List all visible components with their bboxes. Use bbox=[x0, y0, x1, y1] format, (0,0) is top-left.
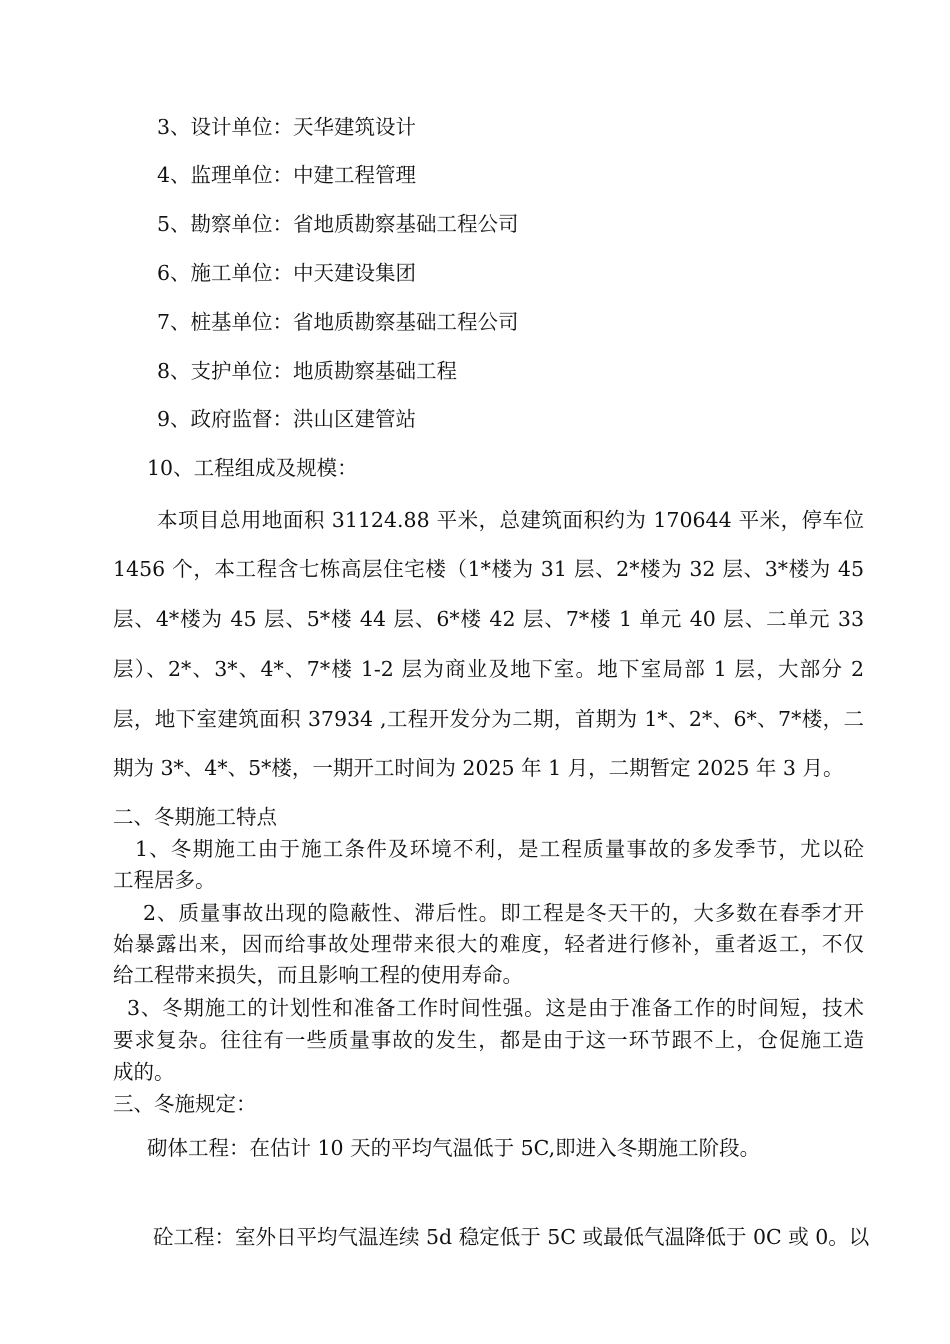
unit-government: 9、政府监督：洪山区建管站 bbox=[157, 407, 417, 431]
overview-line: 1456 个，本工程含七栋高层住宅楼（1*楼为 31 层、2*楼为 32 层、3*楼为 45 bbox=[113, 557, 864, 581]
section2-line: 要求复杂。往往有一些质量事故的发生，都是由于这一环节跟不上，仓促施工造 bbox=[113, 1028, 864, 1052]
section3-heading: 三、冬施规定： bbox=[113, 1092, 257, 1116]
concrete-rule: 砼工程：室外日平均气温连续 5d 稳定低于 5C 或最低气温降低于 0C 或 0。以 bbox=[153, 1225, 870, 1249]
unit-pile: 7、桩基单位：省地质勘察基础工程公司 bbox=[157, 310, 519, 334]
overview-line: 层）、2*、3*、4*、7*楼 1-2 层为商业及地下室。地下室局部 1 层，大部分 2 bbox=[113, 657, 864, 681]
overview-line: 层、4*楼为 45 层、5*楼 44 层、6*楼 42 层、7*楼 1 单元 40 层、二单元 33 bbox=[113, 607, 864, 631]
section2-line: 成的。 bbox=[113, 1060, 175, 1084]
unit-construction: 6、施工单位：中天建设集团 bbox=[157, 261, 417, 285]
section2-line: 2、质量事故出现的隐蔽性、滞后性。即工程是冬天干的，大多数在春季才开 bbox=[143, 901, 864, 925]
unit-design: 3、设计单位：天华建筑设计 bbox=[157, 115, 417, 139]
unit-support: 8、支护单位：地质勘察基础工程 bbox=[157, 359, 458, 383]
unit-survey: 5、勘察单位：省地质勘察基础工程公司 bbox=[157, 212, 519, 236]
section2-heading: 二、冬期施工特点 bbox=[113, 805, 277, 829]
unit-supervision: 4、监理单位：中建工程管理 bbox=[157, 163, 417, 187]
section2-line: 3、冬期施工的计划性和准备工作时间性强。这是由于准备工作的时间短，技术 bbox=[127, 996, 864, 1020]
masonry-rule: 砌体工程：在估计 10 天的平均气温低于 5C,即进入冬期施工阶段。 bbox=[147, 1136, 761, 1160]
overview-line: 本项目总用地面积 31124.88 平米，总建筑面积约为 170644 平米，停车位 bbox=[157, 508, 864, 532]
section2-line: 始暴露出来，因而给事故处理带来很大的难度，轻者进行修补，重者返工，不仅 bbox=[113, 932, 864, 956]
section2-line: 给工程带来损失，而且影响工程的使用寿命。 bbox=[113, 963, 523, 987]
section2-line: 1、冬期施工由于施工条件及环境不利，是工程质量事故的多发季节，尤以砼 bbox=[135, 837, 864, 861]
item10-heading: 10、工程组成及规模： bbox=[147, 456, 358, 480]
section2-line: 工程居多。 bbox=[113, 868, 216, 892]
overview-line: 期为 3*、4*、5*楼，一期开工时间为 2025 年 1 月，二期暂定 2025 年 3 月。 bbox=[113, 756, 844, 780]
overview-line: 层，地下室建筑面积 37934 ,工程开发分为二期，首期为 1*、2*、6*、7*楼，二 bbox=[113, 707, 864, 731]
